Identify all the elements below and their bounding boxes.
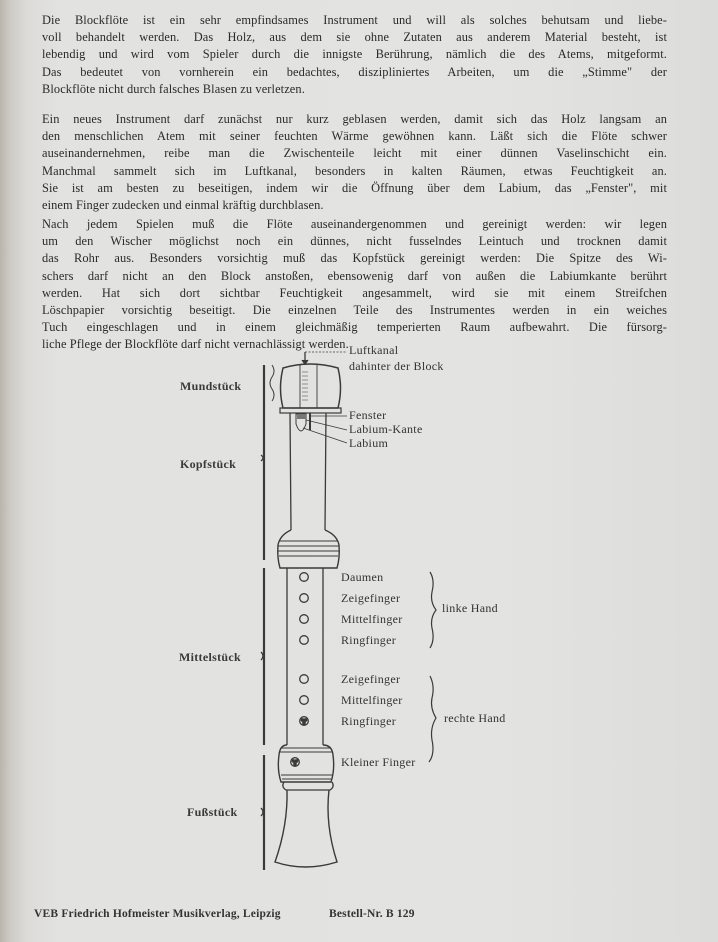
label-finger-kleiner-finger: Kleiner Finger (341, 755, 416, 769)
label-kopfstueck: Kopfstück (180, 457, 237, 471)
text-line: schers darf nicht an den Block anstoßen, ebensowenig darf von außen die Labiumkante berührt (42, 268, 667, 283)
text-line: den menschlichen Atem mit seiner feuchten Wärme gewöhnen kann. Läßt sich die Flöte schwer (42, 129, 667, 144)
text-line: Manchmal sammelt sich im Luftkanal, besonders in kalten Räumen, etwas Feuchtigkeit an. (42, 163, 667, 178)
brace-right-hand (429, 676, 436, 762)
label-linke-hand: linke Hand (442, 601, 498, 615)
label-luftkanal: Luftkanal (349, 343, 399, 357)
text-line: das Rohr aus. Besonders vorsichtig muß das Kopfstück gereinigt werden: Die Spitze des Wi- (42, 251, 667, 266)
label-finger-right-mittelfinger: Mittelfinger (341, 693, 403, 707)
label-fussstueck: Fußstück (187, 805, 238, 819)
text-line: einem Finger zudecken und einmal kräftig durchblasen. (42, 198, 324, 213)
text-line: Nach jedem Spielen muß die Flöte auseinandergenommen und gereinigt werden: wir legen (42, 217, 667, 231)
brace-left-hand (430, 572, 436, 648)
text-line: Blockflöte nicht durch falsches Blasen zu verletzen. (42, 81, 305, 96)
hole-daumen (300, 573, 309, 582)
text-line: voll behandelt werden. Das Holz, aus dem sie ohne Zutaten aus anderem Material besteht, ist (42, 30, 667, 45)
text-line: um den Wischer möglichst noch ein dünnes, nicht fusselndes Leintuch und trocknen damit (42, 234, 667, 249)
label-block: dahinter der Block (349, 359, 444, 373)
label-labium: Labium (349, 436, 389, 450)
footer-order-number: Bestell-Nr. B 129 (329, 908, 415, 920)
text-line: Das bedeutet von vornherein ein bedachtes, diszipliniertes Arbeiten, um die „Stimme" der (42, 64, 667, 79)
label-rechte-hand: rechte Hand (444, 711, 506, 725)
label-finger-daumen: Daumen (341, 570, 384, 584)
label-labium-kante: Labium-Kante (349, 422, 423, 436)
label-mittelstueck: Mittelstück (179, 650, 241, 664)
label-finger-left-mittelfinger: Mittelfinger (341, 612, 403, 626)
text-line: Die Blockflöte ist ein sehr empfindsames Instrument und will als solches behutsam und liebe- (42, 13, 667, 27)
label-finger-left-ringfinger: Ringfinger (341, 633, 396, 647)
label-finger-right-ringfinger: Ringfinger (341, 714, 396, 728)
text-line: lebendig und wird vom Spieler durch die innigste Berührung, nämlich die des Atems, mitgeformt. (42, 47, 667, 62)
text-line: Tuch eingeschlagen und in einem gleichmäßig temperierten Raum aufbewahrt. Die fürsorg- (42, 320, 667, 335)
label-finger-left-zeigefinger: Zeigefinger (341, 591, 401, 605)
label-finger-right-zeigefinger: Zeigefinger (341, 672, 401, 686)
footer-publisher: VEB Friedrich Hofmeister Musikverlag, Leipzig (34, 908, 281, 920)
text-line: liche Pflege der Blockflöte darf nicht vernachlässigt werden. (42, 337, 349, 352)
text-line: werden. Hat sich dort sichtbar Feuchtigkeit angesammelt, wird sie mit einem Streifchen (42, 285, 667, 300)
label-mundstueck: Mundstück (180, 379, 242, 393)
text-line: Löschpapier vorsichtig beseitigt. Die einzelnen Teile des Instrumentes werden in ein weiches (42, 303, 667, 318)
text-line: auseinandernehmen, reibe man die Zwischenteile leicht mit einer dünnen Vaselinschicht ein. (42, 146, 667, 161)
label-fenster: Fenster (349, 408, 387, 422)
text-line: Ein neues Instrument darf zunächst nur kurz geblasen werden, damit sich das Holz langsam an (42, 112, 667, 126)
text-line: Sie ist am besten zu beseitigen, indem wir die Öffnung über dem Labium, das „Fenster", mit (42, 180, 667, 195)
